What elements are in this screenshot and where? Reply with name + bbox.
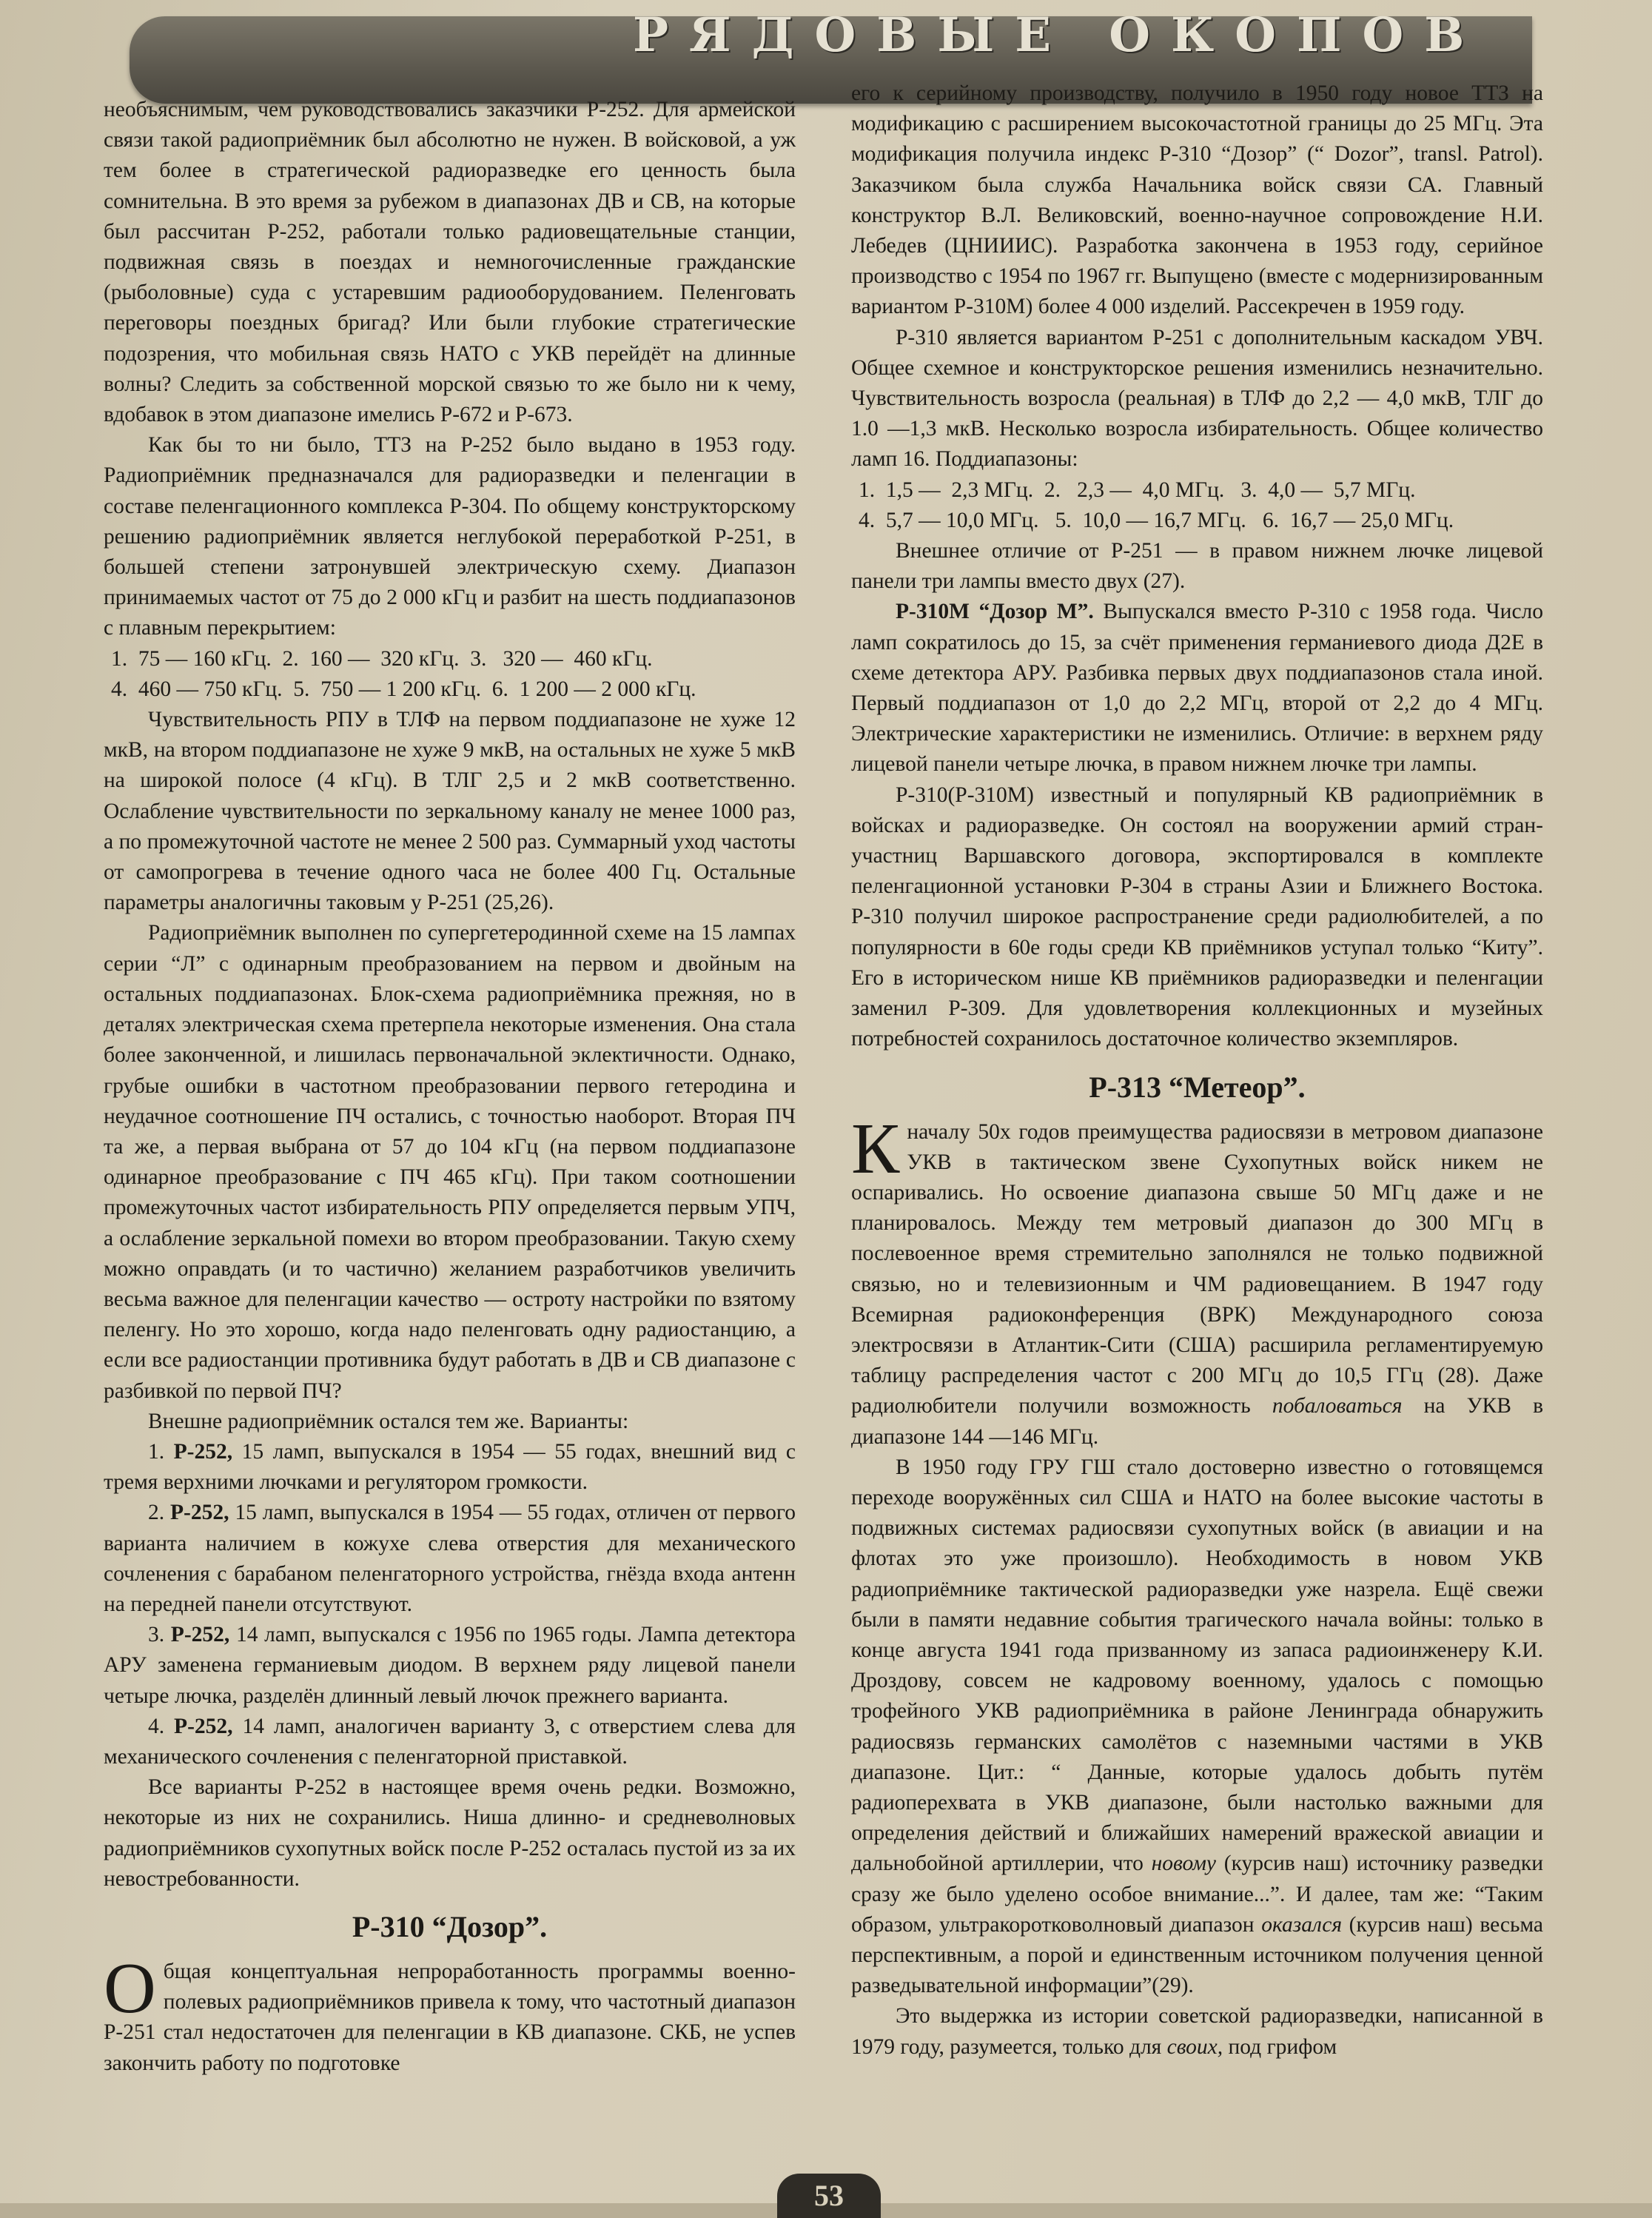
section-heading-r313: Р-313 “Метеор”.: [1089, 1070, 1306, 1104]
paragraph: Внешнее отличие от Р-251 — в правом нижнем лючке лицевой панели три лампы вместо двух (27).: [851, 539, 1543, 594]
section-header-title: РЯДОВЫЕ ОКОПОВ: [633, 7, 1485, 63]
paragraph-text: под грифом: [1228, 2034, 1337, 2059]
italic-word: новому: [1151, 1852, 1217, 1876]
variant-item: [104, 1498, 796, 1620]
variant-text: 15 ламп, выпускался в 1954 — 55 годах, отличен от первого варианта наличием в кожухе слева отверстия для механического сочленения с барабаном пеленгаторного устройства, гнёзда входа антенн на передней панели отсутствуют.: [104, 1501, 796, 1616]
variant-text: 14 ламп, аналогичен варианту 3, с отверстием слева для механического сочленения с пеленгаторной приставкой.: [104, 1714, 796, 1769]
italic-word: своих,: [1166, 2034, 1223, 2059]
variant-item: [104, 1712, 796, 1772]
paragraph: Радиоприёмник выполнен по супергетеродинной схеме на 15 лампах серии “Л” с одинарным преобразованием на первом и двойным на остальных поддиапазонах. Блок-схема радиоприёмника прежняя, но в деталях электрическая схема претерпела некоторые изменения. Она стала более законченной, и лишилась первоначальной эклектичности. Однако, грубые ошибки в частотном преобразовании первого гетеродина и неудачное соотношение ПЧ остались, с точностью наоборот. Вторая ПЧ та же, а первая выбрана от 57 до 104 кГц (на первом поддиапазоне одинарное преобразование с ПЧ 465 кГц). При таком соотношении промежуточных частот избирательность РПУ определяется первым УПЧ, а ослабление зеркальной помехи во втором преобразовании. Такую схему можно оправдать (и то частично) желанием разработчиков увеличить весьма важное для пеленгации качество — остроту настройки по взятому пеленгу. Но это хорошо, когда надо пеленговать одну радиостанцию, а если все радиостанции противника будут работать в ДВ и СВ диапазоне с разбивкой по первой ПЧ?: [104, 921, 796, 1403]
variant-number: 1.: [148, 1439, 165, 1464]
paragraph: Как бы то ни было, ТТЗ на Р-252 было выдано в 1953 году. Радиоприёмник предназначался для радиоразведки и пеленгации в составе пеленгационного комплекса Р-304. По общему конструкторскому решению радиоприёмник является неглубокой переработкой Р-251, в большей степени затронувшей электрическую схему. Диапазон принимаемых частот от 75 до 2 000 кГц и разбит на шесть поддиапазонов с плавным перекрытием:: [104, 433, 796, 640]
paragraph: его к серийному производству, получило в 1950 году новое ТТЗ на модификацию с расширением высокочастотной границы до 25 МГц. Эта модификация получила индекс Р-310 “Дозор” (“ Dozor”, transl. Patrol). Заказчиком была служба Начальника войск связи СА. Главный конструктор В.Л. Великовский, военно-научное сопровождение Н.И. Лебедев (ЦНИИИС). Разработка закончена в 1953 году, серийное производство с 1954 по 1967 гг. Выпущено (вместе с модернизированным вариантом Р-310М) более 4 000 изделий. Рассекречен в 1959 году.: [851, 81, 1543, 319]
band-list-row: 4. 460 — 750 кГц. 5. 750 — 1 200 кГц. 6. 1 200 — 2 000 кГц.: [111, 677, 696, 701]
drop-cap-letter: О: [104, 1948, 156, 2028]
variant-model: Р-252,: [174, 1714, 233, 1738]
paragraph: необъяснимым, чем руководствовались заказчики Р-252. Для армейской связи такой радиоприёмник был абсолютно не нужен. В войсковой, а уж тем более в стратегической радиоразведке его ценность была сомнительна. В это время за рубежом в диапазонах ДВ и СВ, на которые был рассчитан Р-252, работали только радиовещательные станции, подвижная связь в поездах и немногочисленные гражданские (рыболовные) суда с устаревшим радиооборудованием. Пеленговать переговоры поездных бригад? Или были глубокие стратегические подозрения, что мобильная связь НАТО с УКВ перейдёт на длинные волны? Следить за собственной морской связью то же было ни к чему, вдобавок в этом диапазоне имелись Р-672 и Р-673.: [104, 98, 796, 427]
paragraph: Р-310 является вариантом Р-251 с дополнительным каскадом УВЧ. Общее схемное и конструкторское решения изменились незначительно. Чувствительность возросла (реальная) в ТЛФ до 2,2 — 4,0 мкВ, ТЛГ до 1.0 —1,3 мкВ. Несколько возросла избирательность. Общее количество ламп 16. Поддиапазоны:: [851, 325, 1543, 472]
variant-text: 14 ламп, выпускался с 1956 по 1965 годы. Лампа детектора АРУ заменена германиевым диодом. В верхнем ряду лицевой панели четыре лючка, разделён длинный левый лючок прежнего варианта.: [104, 1623, 796, 1708]
left-text-column: [104, 95, 796, 2079]
variant-number: 2.: [148, 1501, 165, 1525]
variant-item: [104, 1437, 796, 1498]
paragraph-text: Выпускался вместо Р-310 с 1958 года. Число ламп сократилось до 15, за счёт применения германиевого диода Д2Е в схеме детектора АРУ. Разбивка первых двух поддиапазонов стала иной. Первый поддиапазон от 1,0 до 2,2 МГц, второй от 2,2 до 4 МГц. Электрические характеристики не изменились. Отличие: в верхнем ряду лицевой панели четыре лючка, в правом нижнем лючке три лампы.: [851, 600, 1544, 777]
paragraph-text: началу 50х годов преимущества радиосвязи в метровом диапазоне УКВ в тактическом звене Сухопутных войск никем не оспаривались. Но освоение диапазона свыше 50 МГц даже и не планировалось. Между тем метровый диапазон до 300 МГц в послевоенное время стремительно заполнялся не только подвижной связью, но и телевизионным и ЧМ радиовещанием. В 1947 году Всемирная радиоконференция (ВРК) Международного союза электросвязи в Атлантик-Сити (США) расширила регламентируемую таблицу распределения частот с 200 МГц до 10,5 ГГц (28). Даже радиолюбители получили возможность: [851, 1119, 1543, 1418]
band-list-row: 4. 5,7 — 10,0 МГц. 5. 10,0 — 16,7 МГц. 6. 16,7 — 25,0 МГц.: [859, 508, 1454, 532]
variant-number: 4.: [148, 1714, 165, 1738]
paragraph-text: Это выдержка из истории советской радиоразведки, написанной в 1979 году, разумеется, только для: [851, 2004, 1543, 2059]
paragraph-with-dropcap: [104, 1948, 796, 2079]
paragraph: Все варианты Р-252 в настоящее время очень редки. Возможно, некоторые из них не сохранились. Ниша длинно- и средневолновых радиоприёмников сухопутных войск после Р-252 осталась пустой из за их невостребованности.: [104, 1775, 796, 1891]
model-name-r310m: Р-310М “Дозор М”.: [896, 600, 1094, 624]
paragraph: [851, 597, 1543, 780]
band-list-row: 1. 75 — 160 кГц. 2. 160 — 320 кГц. 3. 320 — 460 кГц.: [111, 646, 653, 671]
variant-number: 3.: [148, 1623, 165, 1647]
drop-cap-letter: К: [851, 1108, 900, 1189]
paragraph-text: (курсив наш) источнику разведки сразу же было уделено особое внимание...”. И далее, там же: “Таким образом, ультракоротковолновый диапазон: [851, 1852, 1544, 1937]
italic-word: побаловаться: [1272, 1394, 1403, 1418]
paragraph-text: бщая концептуальная непроработанность программы военно-полевых радиоприёмников привела к тому, что частотный диапазон Р-251 стал недостаточен для пеленгации в КВ диапазоне. СКБ, не успев закончить работу по подготовке: [104, 1959, 796, 2075]
paragraph: Чувствительность РПУ в ТЛФ на первом поддиапазоне не хуже 12 мкВ, на втором поддиапазоне не хуже 9 мкВ, на остальных не хуже 5 мкВ на широкой полосе (4 кГц). В ТЛГ 2,5 и 2 мкВ соответственно. Ослабление чувствительности по зеркальному каналу не менее 1000 раз, а по промежуточной частоте не менее 2 500 раз. Суммарный уход частоты от самопрогрева в течение одного часа не более 400 Гц. Остальные параметры аналогичны таковым у Р-251 (25,26).: [104, 708, 796, 915]
page-number: 53: [777, 2174, 881, 2218]
right-text-column: [851, 78, 1543, 2063]
band-list-row: 1. 1,5 — 2,3 МГц. 2. 2,3 — 4,0 МГц. 3. 4,0 — 5,7 МГц.: [859, 478, 1416, 502]
variant-text: 15 ламп, выпускался в 1954 — 55 годах, внешний вид с тремя верхними лючками и регулятором громкости.: [104, 1439, 796, 1495]
italic-word: оказался: [1261, 1912, 1343, 1937]
paragraph: [851, 1453, 1543, 2002]
paragraph: Внешне радиоприёмник остался тем же. Варианты:: [148, 1409, 629, 1433]
variant-item: [104, 1620, 796, 1712]
variant-model: Р-252,: [170, 1501, 229, 1525]
paragraph: Р-310(Р-310М) известный и популярный КВ радиоприёмник в войсках и радиоразведке. Он состоял на вооружении армий стран-участниц Варшавского договора, экспортировался в комплекте пеленгационной установки Р-304 в страны Азии и Ближнего Востока. Р-310 получил широкое распространение среди радиолюбителей, а по популярности в 60е годы среди КВ приёмников уступал только “Киту”. Его в историческом нише КВ приёмников радиоразведки и пеленгации заменил Р-309. Для удовлетворения коллекционных и музейных потребностей сохранилось достаточное количество экземпляров.: [851, 783, 1543, 1051]
section-heading-r310: Р-310 “Дозор”.: [352, 1909, 548, 1943]
paragraph-text: (курсив наш) весьма перспективным, а порой и единственным источником получения ценной разведывательной информации”(29).: [851, 1912, 1544, 1998]
variant-model: Р-252,: [170, 1623, 230, 1647]
variant-model: Р-252,: [173, 1439, 233, 1464]
paragraph-text: В 1950 году ГРУ ГШ стало достоверно известно о готовящемся переходе вооружённых сил США и НАТО на более высокие частоты в подвижных системах радиосвязи сухопутных войск (в авиации и на флотах это уже произошло). Необходимость в новом УКВ радиоприёмнике тактической радиоразведки уже назрела. Ещё свежи были в памяти недавние события трагического начала войны: только в конце августа 1941 года призванному из запаса радиоинженеру К.И. Дроздову, совсем не кадровому военному, удалось с помощью трофейного УКВ радиоприёмника в районе Ленинграда обнаружить радиосвязь германских самолётов с наземными частями в УКВ диапазоне. Цит.: “ Данные, которые удалось добыть путём радиоперехвата в УКВ диапазоне, были настолько важными для определения действий и ближайших намерений вражеской авиации и дальнобойной артиллерии, что: [851, 1455, 1543, 1876]
paragraph-text: на УКВ в диапазоне 144 —146 МГц.: [851, 1394, 1544, 1449]
paragraph-with-dropcap: [851, 1108, 1544, 1453]
paragraph: [851, 2001, 1543, 2062]
